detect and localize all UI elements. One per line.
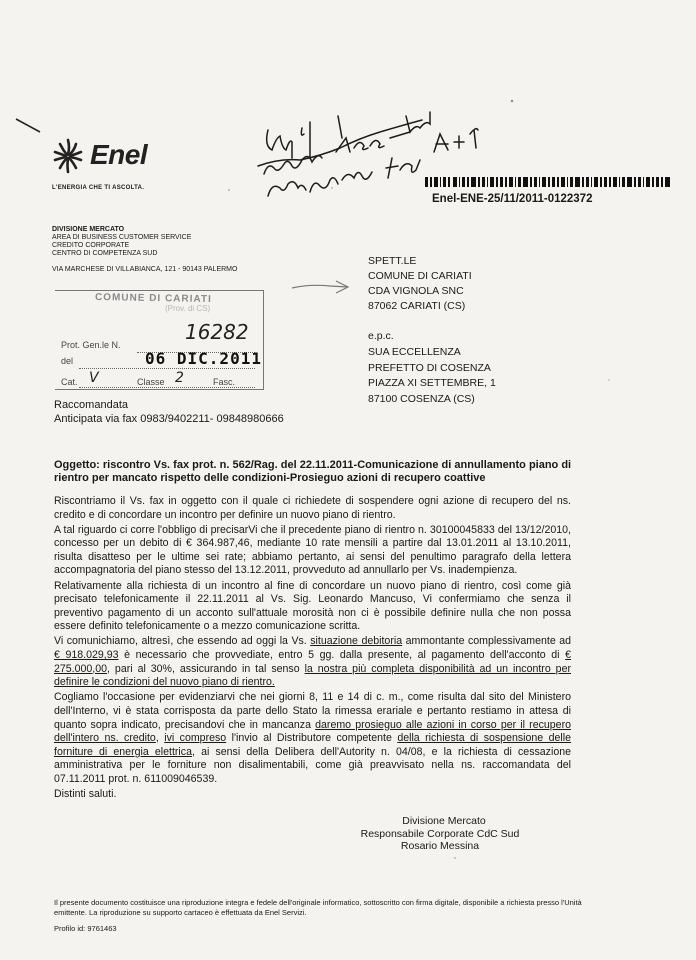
profile-id: Profilo id: 9761463 <box>54 924 117 933</box>
cc-label: e.p.c. <box>368 330 394 342</box>
footer-disclaimer: Il presente documento costituisce una riproduzione integra e fedele dell'originale informatico, sottoscritto con firma digitale, disponibile a richiesta presso l'Unità emittente. La riproduzione su supporto cartaceo è effettuata da Enel Servizi. <box>54 898 582 917</box>
signature-role: Responsabile Corporate CdC Sud <box>360 827 520 840</box>
underlined-amount: € 918.029,93 <box>54 649 119 662</box>
protocol-barcode <box>425 177 670 187</box>
cc-line: PIAZZA XI SETTEMBRE, 1 <box>368 377 496 389</box>
signature-name: Rosario Messina <box>400 840 480 852</box>
recipient-line: SPETT.LE <box>368 255 417 267</box>
sender-line: AREA DI BUSINESS CUSTOMER SERVICE <box>52 234 192 241</box>
body-paragraph <box>54 635 571 689</box>
body-text-span: , pari al 30%, assicurando in tal senso <box>107 662 305 675</box>
delivery-fax: Anticipata via fax 0983/9402211- 09848980666 <box>54 412 284 425</box>
underlined-text: la nostra più completa disponibilità ad un incontro per definire le condizioni del nuovo piano di rientro. <box>54 662 571 689</box>
signature-division: Divisione Mercato <box>402 815 486 827</box>
body-text-span: , ai sensi della Delibera dell'Autority n. 04/08, e la richiesta di cessazione amministrativa per le forniture non disalimentabili, come già preavvisato nella ns. raccomandata del 07.11.2011 prot. n. 611009046539. <box>54 745 572 785</box>
cc-block <box>368 345 496 407</box>
sender-line: CENTRO DI COMPETENZA SUD <box>52 250 158 257</box>
body-paragraph <box>54 691 571 786</box>
body-text-span: l'invio al Distributore competente <box>226 732 398 745</box>
body-paragraph: A tal riguardo ci corre l'obbligo di precisarVi che il precedente piano di rientro n. 30100045833 del 13/12/2010, concesso per un debito di € 364.987,46, mediante 10 rate mensili a partire dal 13.01.2011 al 13.10.2011, risulta disatteso per le ultime sei rate; abbiamo pertanto, ai sensi del penultimo paragrafo della lettera accompagnatoria del piano stesso del 13.12.2011, provveduto ad annullarlo per Vs. inadempienza. <box>54 523 571 577</box>
stamp-line <box>79 368 255 369</box>
stamp-del-label: del <box>61 356 74 366</box>
underlined-text: daremo prosieguo alle azioni in corso per il recupero dell'intero ns. credito <box>54 718 571 745</box>
handwritten-tick-mark <box>14 116 44 136</box>
handwritten-arrow <box>290 278 352 296</box>
stamp-cat-value: V <box>89 370 99 386</box>
stamp-prot-number: 16282 <box>185 320 249 344</box>
cc-line: PREFETTO DI COSENZA <box>368 361 491 374</box>
body-text-span: Vi comunichiamo, altresì, che essendo ad oggi la Vs. <box>54 635 311 648</box>
sender-address: VIA MARCHESE DI VILLABIANCA, 121 - 90143 PALERMO <box>52 266 238 273</box>
enel-sun-icon <box>50 136 86 176</box>
body-text-span: , <box>155 732 165 745</box>
underlined-text: della richiesta di sospensione delle forniture di energia elettrica <box>54 732 572 758</box>
cc-line: SUA ECCELLENZA <box>368 346 461 358</box>
body-text-span: Cogliamo l'occasione per evidenziarvi che nei giorni 8, 11 e 14 di c. m., come risulta dal sito del Ministero dell'Interno, vi è stata corrisposta da parte dello Stato la rimessa erariale e pertanto restiamo in attesa di quanto sopra indicato, precisandovi che in mancanza <box>54 691 571 731</box>
stamp-subtitle: (Prov. di CS) <box>165 304 211 313</box>
body-paragraph: Riscontriamo il Vs. fax in oggetto con il quale ci richiedete di sospendere ogni azione di recupero del ns. credito e di concordare un incontro per definire un nuovo piano di rientro. <box>54 495 571 521</box>
sender-block <box>52 226 191 258</box>
protocol-stamp <box>55 290 265 390</box>
stamp-fasc-label: Fasc. <box>213 377 236 387</box>
sender-division: DIVISIONE MERCATO <box>52 226 125 233</box>
enel-tagline: L'ENERGIA CHE TI ASCOLTA. <box>52 185 145 191</box>
body-text-span: ammontante complessivamente ad <box>402 635 571 648</box>
enel-wordmark: Enel <box>90 139 148 170</box>
recipient-line: CDA VIGNOLA SNC <box>368 285 464 297</box>
recipient-block <box>368 254 472 314</box>
stamp-date: 06 DIC.2011 <box>145 349 262 368</box>
recipient-line: 87062 CARIATI (CS) <box>368 300 466 312</box>
stamp-cat-label: Cat. <box>61 377 78 387</box>
signature-block <box>340 815 540 853</box>
recipient-line: COMUNE DI CARIATI <box>368 270 472 282</box>
underlined-amount: € 275.000,00 <box>54 649 572 675</box>
stamp-line <box>79 387 255 388</box>
closing-line: Distinti saluti. <box>54 787 117 800</box>
body-paragraph: Relativamente alla richiesta di un incontro al fine di concordare un nuovo piano di rientro, così come già precisato telefonicamente il 22.11.2011 al Vs. Sig. Leonardo Mancuso, Vi confermiamo che senza il preventivo pagamento di un acconto sull'attuale morosità non ci è possibile definire nulla che non possa essere definito telefonicamente o a mezzo comunicazione scritta. <box>54 579 571 633</box>
letter-body <box>54 495 571 803</box>
letter-subject: Oggetto: riscontro Vs. fax prot. n. 562/Rag. del 22.11.2011-Comunicazione di annullamento piano di rientro per mancato rispetto delle condizioni-Prosieguo azioni di recupero coattive <box>54 459 572 484</box>
protocol-code: Enel-ENE-25/11/2011-0122372 <box>432 193 593 205</box>
cc-line: 87100 COSENZA (CS) <box>368 392 475 405</box>
underlined-text: situazione debitoria <box>310 635 403 648</box>
sender-line: CREDITO CORPORATE <box>52 242 130 249</box>
stamp-classe-value: 2 <box>175 370 184 386</box>
underlined-text: ivi compreso <box>164 732 227 745</box>
body-text-span: è necessario che provvediate, entro 5 gg. dalla presente, al pagamento dell'acconto di <box>118 649 566 662</box>
stamp-prot-label: Prot. Gen.le N. <box>61 340 121 350</box>
stamp-title: COMUNE DI CARIATI <box>94 291 212 306</box>
delivery-info <box>54 399 284 426</box>
delivery-method: Raccomandata <box>54 399 128 411</box>
stamp-classe-label: Classe <box>137 377 165 387</box>
enel-logo <box>50 136 170 196</box>
